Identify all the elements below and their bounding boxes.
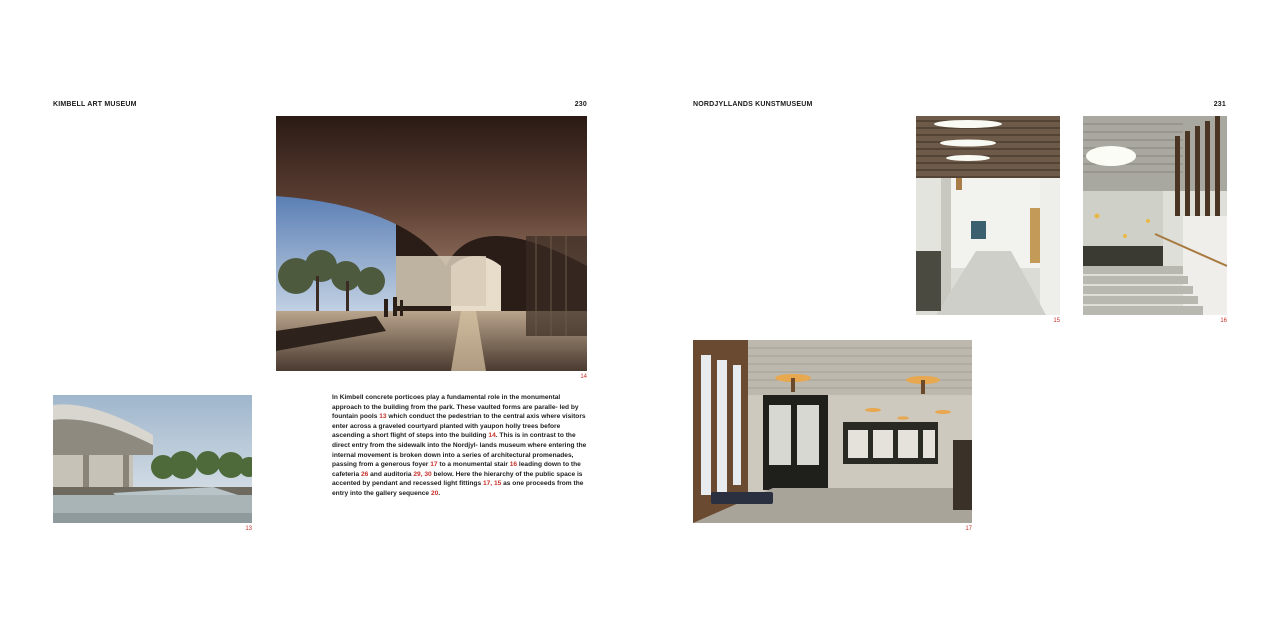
figure-reference: 26 [360, 470, 369, 478]
figure-16-caption: 16 [1220, 318, 1227, 324]
body-text-run: In Kimbell concrete porticoes play a fundamental role in the monumental approach to the building from the park. These vaulted forms are paralle- led by fountain pools [332, 394, 579, 421]
figure-14-caption: 14 [580, 374, 587, 380]
running-head-right: NORDJYLLANDS KUNSTMUSEUM [693, 101, 813, 108]
figure-reference: 14 [488, 432, 496, 440]
body-text-run: . [438, 489, 441, 497]
figure-reference: 29, 30 [413, 470, 432, 478]
figure-reference: 13 [379, 413, 387, 421]
figure-13-caption: 13 [245, 526, 252, 532]
figure-15-caption: 15 [1053, 318, 1060, 324]
figure-reference: 17 [430, 461, 438, 469]
figure-13-kimbell-fountain-photo [53, 395, 252, 523]
figure-17-foyer-photo [693, 340, 972, 523]
body-text-run: leading down to the cafeteria [332, 461, 581, 478]
figure-17-caption: 17 [965, 526, 972, 532]
figure-16-monumental-stair-photo [1083, 116, 1227, 315]
body-text-run: and auditoria [368, 470, 414, 478]
body-text-run: . This is in contrast to the direct entry from the sidewalk into the Nordjyl- lands museum where entering the internal movement is broken down into a series of architectural promenades, passing from a generous foyer [332, 432, 587, 469]
figure-reference: 20 [430, 489, 439, 497]
figure-reference: 16 [509, 461, 518, 469]
running-head-left: KIMBELL ART MUSEUM [53, 101, 137, 108]
body-text-run: to a monumental stair [437, 461, 510, 469]
page-number-right: 231 [1213, 101, 1226, 108]
body-text-paragraph [332, 393, 590, 499]
figure-reference: 17, 15 [482, 480, 502, 488]
body-text-run: below. Here the hierarchy of the public space is accented by pendant and recessed light fittings [332, 470, 583, 488]
body-text-run: as one proceeds from the entry into the gallery sequence [332, 480, 584, 497]
figure-15-foyer-corridor-photo [916, 116, 1060, 315]
figure-14-kimbell-portico-photo [276, 116, 587, 371]
page-number-left: 230 [574, 101, 587, 108]
body-text-run: which conduct the pedestrian to the central axis where visitors enter across a graveled courtyard planted with yaupon holly trees before ascending a short flight of steps into the building [332, 413, 586, 440]
